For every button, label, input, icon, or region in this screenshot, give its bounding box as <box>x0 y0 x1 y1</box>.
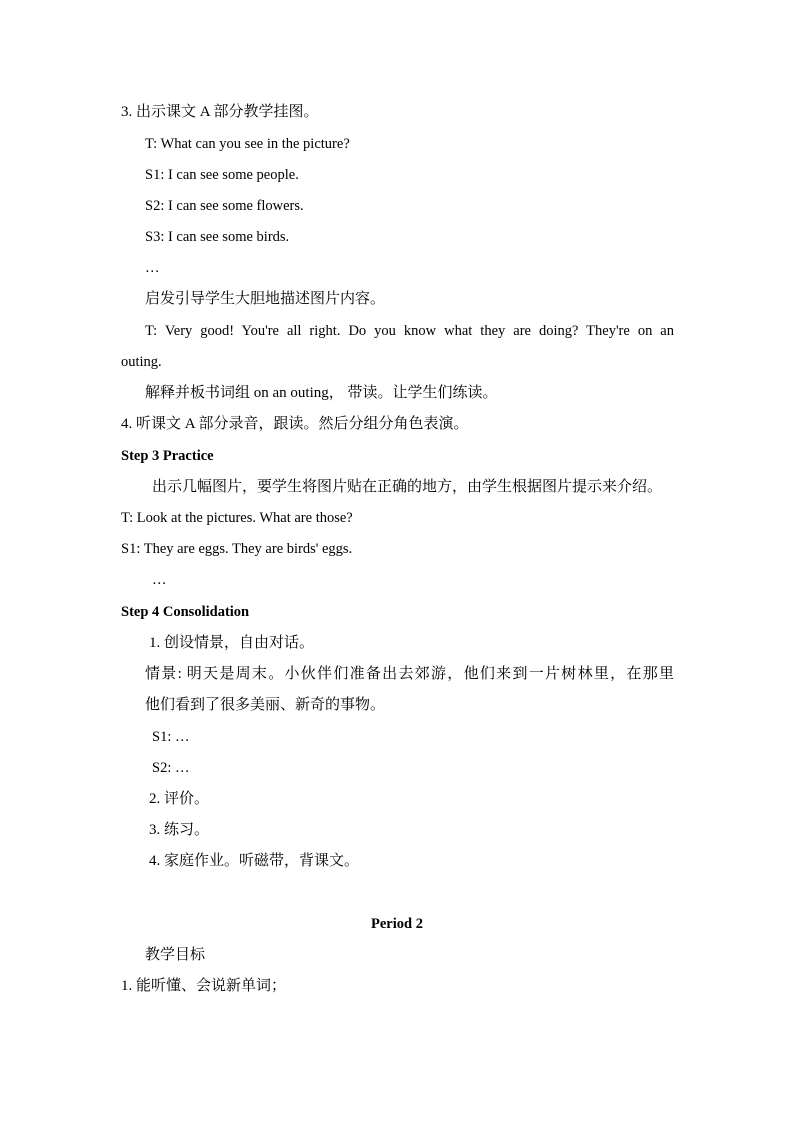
explain-instruction: 解释并板书词组 on an outing， 带读。让学生们练读。 <box>145 385 498 401</box>
student-2-answer: S2: I can see some flowers. <box>145 198 304 214</box>
consolidation-item-2: 2. 评价。 <box>149 791 210 807</box>
consolidation-item-4: 4. 家庭作业。听磁带，背课文。 <box>149 853 360 869</box>
step-4-heading: Step 4 Consolidation <box>121 604 250 620</box>
ellipsis-2: … <box>152 572 167 588</box>
teacher-question: T: What can you see in the picture? <box>145 136 350 152</box>
student-3-answer: S3: I can see some birds. <box>145 229 290 245</box>
step2-item-3: 3. 出示课文 A 部分教学挂图。 <box>121 104 319 120</box>
objective-1: 1. 能听懂、会说新单词； <box>121 978 287 994</box>
step-3-heading: Step 3 Practice <box>121 448 214 464</box>
ellipsis: … <box>145 260 160 276</box>
consolidation-item-1: 1. 创设情景，自由对话。 <box>149 635 315 651</box>
consolidation-item-3: 3. 练习。 <box>149 822 210 838</box>
student-2-dialog: S2: … <box>152 760 190 776</box>
period-2-title: Period 2 <box>371 916 423 932</box>
scene-line-2: 他们看到了很多美丽、新奇的事物。 <box>145 697 386 713</box>
inspire-instruction: 启发引导学生大胆地描述图片内容。 <box>145 291 386 307</box>
objectives-heading: 教学目标 <box>145 947 206 963</box>
step2-item-4: 4. 听课文 A 部分录音，跟读。然后分组分角色表演。 <box>121 416 469 432</box>
practice-description: 出示几幅图片，要学生将图片贴在正确的地方，由学生根据图片提示来介绍。 <box>152 479 663 495</box>
teacher-praise-line-2: outing. <box>121 354 162 370</box>
student-1-dialog: S1: … <box>152 729 190 745</box>
student-1-answer-2: S1: They are eggs. They are birds' eggs. <box>121 541 353 557</box>
scene-line-1: 情景: 明天是周末。小伙伴们准备出去郊游，他们来到一片树林里，在那里 <box>145 666 674 682</box>
teacher-praise-line-1: T: Very good! You're all right. Do you know what they are doing? They're on an <box>145 323 674 339</box>
teacher-question-2: T: Look at the pictures. What are those? <box>121 510 353 526</box>
student-1-answer: S1: I can see some people. <box>145 167 299 183</box>
